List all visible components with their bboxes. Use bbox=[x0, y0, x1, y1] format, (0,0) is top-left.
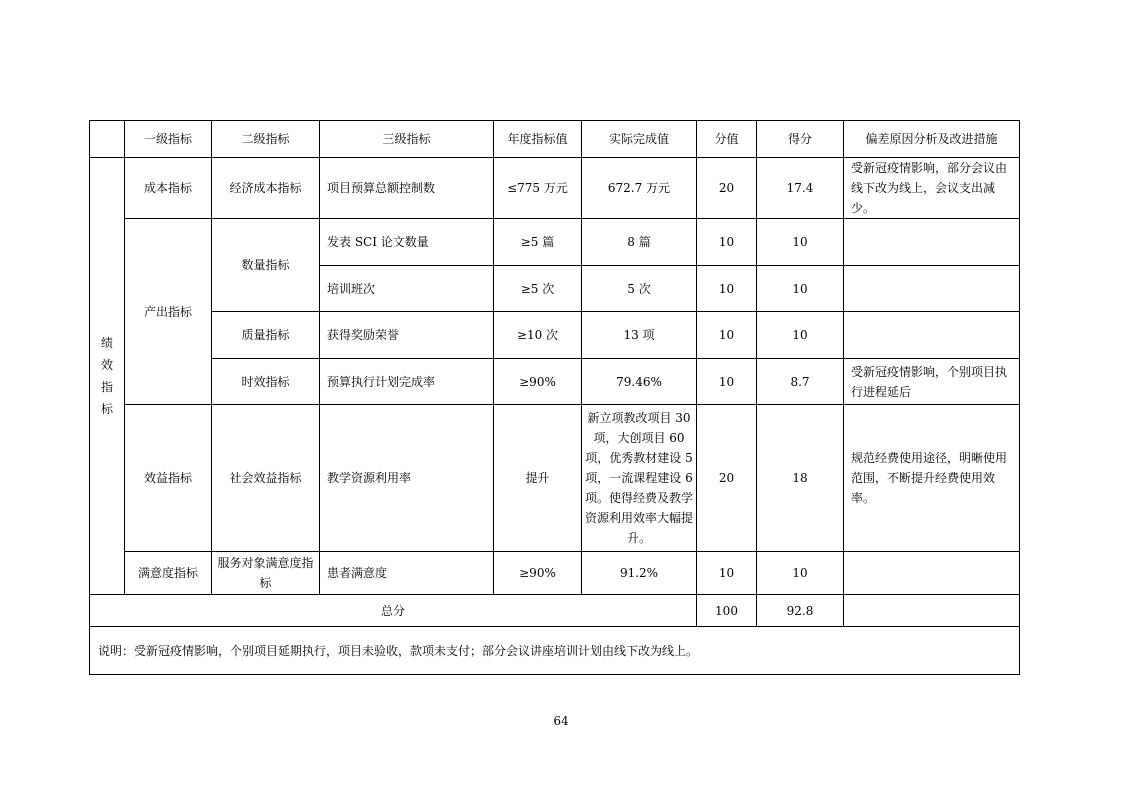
header-target: 年度指标值 bbox=[494, 121, 582, 158]
level1-cell: 满意度指标 bbox=[125, 552, 212, 595]
target-cell: ≥5 篇 bbox=[494, 219, 582, 266]
level3-cell: 发表 SCI 论文数量 bbox=[320, 219, 494, 266]
level3-cell: 项目预算总额控制数 bbox=[320, 158, 494, 219]
remark-cell bbox=[844, 552, 1020, 595]
total-remark bbox=[844, 595, 1020, 627]
level2-cell: 社会效益指标 bbox=[212, 405, 320, 552]
remark-cell bbox=[844, 312, 1020, 359]
header-row bbox=[90, 121, 1020, 158]
remark-cell: 规范经费使用途径，明晰使用范围，不断提升经费使用效率。 bbox=[844, 405, 1020, 552]
category-cell: 绩效指标 bbox=[90, 158, 125, 595]
score-cell: 10 bbox=[757, 266, 844, 312]
remark-cell bbox=[844, 219, 1020, 266]
total-row bbox=[90, 595, 1020, 627]
level2-cell: 服务对象满意度指标 bbox=[212, 552, 320, 595]
score-cell: 8.7 bbox=[757, 359, 844, 405]
table-row bbox=[90, 359, 1020, 405]
actual-cell: 8 篇 bbox=[582, 219, 697, 266]
remark-cell bbox=[844, 266, 1020, 312]
level1-cell: 产出指标 bbox=[125, 219, 212, 405]
target-cell: ≥90% bbox=[494, 552, 582, 595]
target-cell: ≥5 次 bbox=[494, 266, 582, 312]
weight-cell: 10 bbox=[697, 219, 757, 266]
score-cell: 10 bbox=[757, 219, 844, 266]
header-actual: 实际完成值 bbox=[582, 121, 697, 158]
header-remark: 偏差原因分析及改进措施 bbox=[844, 121, 1020, 158]
target-cell: ≥10 次 bbox=[494, 312, 582, 359]
note-text: 说明：受新冠疫情影响，个别项目延期执行，项目未验收，款项未支付；部分会议讲座培训计划由线下改为线上。 bbox=[90, 627, 1020, 675]
table-row bbox=[90, 219, 1020, 266]
total-weight: 100 bbox=[697, 595, 757, 627]
actual-cell: 5 次 bbox=[582, 266, 697, 312]
level3-cell: 教学资源利用率 bbox=[320, 405, 494, 552]
level2-cell: 质量指标 bbox=[212, 312, 320, 359]
target-cell: 提升 bbox=[494, 405, 582, 552]
score-cell: 10 bbox=[757, 552, 844, 595]
table-row bbox=[90, 158, 1020, 219]
remark-cell: 受新冠疫情影响，个别项目执行进程延后 bbox=[844, 359, 1020, 405]
score-cell: 10 bbox=[757, 312, 844, 359]
actual-cell: 79.46% bbox=[582, 359, 697, 405]
level3-cell: 预算执行计划完成率 bbox=[320, 359, 494, 405]
score-cell: 18 bbox=[757, 405, 844, 552]
actual-cell: 672.7 万元 bbox=[582, 158, 697, 219]
weight-cell: 20 bbox=[697, 405, 757, 552]
header-level1: 一级指标 bbox=[125, 121, 212, 158]
actual-cell: 新立项教改项目 30 项，大创项目 60 项，优秀教材建设 5 项，一流课程建设 6 项。使得经费及教学资源利用效率大幅提升。 bbox=[582, 405, 697, 552]
level3-cell: 患者满意度 bbox=[320, 552, 494, 595]
weight-cell: 10 bbox=[697, 552, 757, 595]
weight-cell: 10 bbox=[697, 266, 757, 312]
header-level3: 三级指标 bbox=[320, 121, 494, 158]
level2-cell: 经济成本指标 bbox=[212, 158, 320, 219]
weight-cell: 10 bbox=[697, 359, 757, 405]
actual-cell: 91.2% bbox=[582, 552, 697, 595]
total-score: 92.8 bbox=[757, 595, 844, 627]
weight-cell: 20 bbox=[697, 158, 757, 219]
level3-cell: 获得奖励荣誉 bbox=[320, 312, 494, 359]
total-label: 总分 bbox=[90, 595, 697, 627]
header-blank bbox=[90, 121, 125, 158]
performance-table bbox=[89, 120, 1020, 675]
target-cell: ≤775 万元 bbox=[494, 158, 582, 219]
header-level2: 二级指标 bbox=[212, 121, 320, 158]
page-number: 64 bbox=[553, 714, 569, 728]
weight-cell: 10 bbox=[697, 312, 757, 359]
table-row bbox=[90, 312, 1020, 359]
note-row bbox=[90, 627, 1020, 675]
score-cell: 17.4 bbox=[757, 158, 844, 219]
level2-cell: 时效指标 bbox=[212, 359, 320, 405]
remark-cell: 受新冠疫情影响，部分会议由线下改为线上，会议支出减少。 bbox=[844, 158, 1020, 219]
header-weight: 分值 bbox=[697, 121, 757, 158]
level3-cell: 培训班次 bbox=[320, 266, 494, 312]
level1-cell: 效益指标 bbox=[125, 405, 212, 552]
actual-cell: 13 项 bbox=[582, 312, 697, 359]
table-row bbox=[90, 552, 1020, 595]
level1-cell: 成本指标 bbox=[125, 158, 212, 219]
table-row bbox=[90, 405, 1020, 552]
target-cell: ≥90% bbox=[494, 359, 582, 405]
level2-cell: 数量指标 bbox=[212, 219, 320, 312]
header-score: 得分 bbox=[757, 121, 844, 158]
